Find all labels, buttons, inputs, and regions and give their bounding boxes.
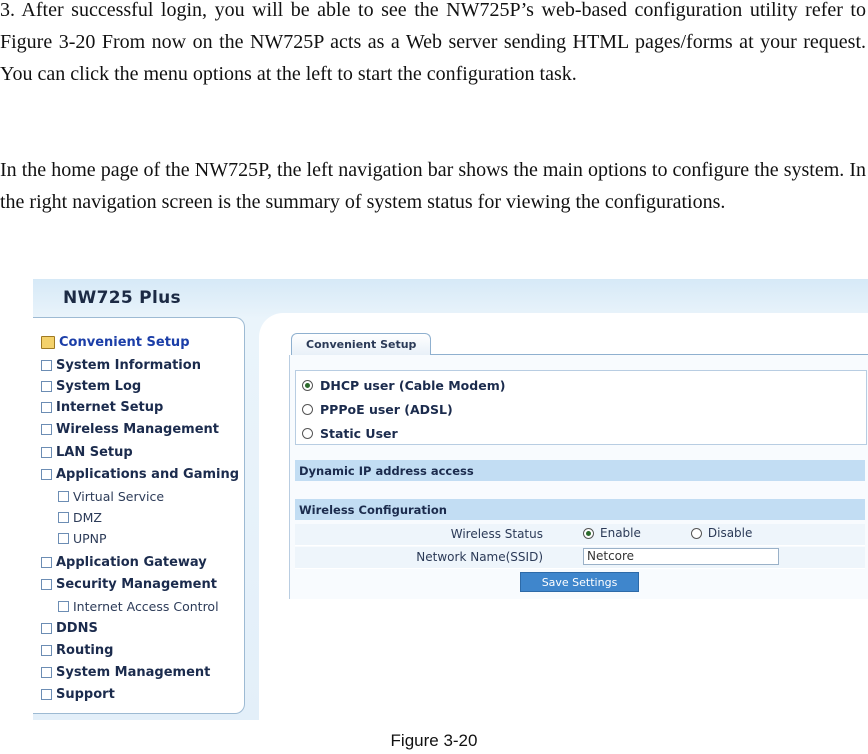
ssid-label: Network Name(SSID) xyxy=(416,550,543,564)
option-static-label: Static User xyxy=(320,426,398,441)
radio-static[interactable] xyxy=(302,428,313,439)
sidebar-item-system-management[interactable] xyxy=(41,665,210,680)
dynamic-ip-heading: Dynamic IP address access xyxy=(295,460,865,481)
sidebar-item-label: Applications and Gaming xyxy=(56,467,240,482)
folder-icon xyxy=(41,336,55,349)
wireless-status-options xyxy=(583,526,752,540)
wireless-status-label: Wireless Status xyxy=(450,527,543,541)
option-pppoe[interactable] xyxy=(302,402,453,417)
sidebar-item-applications-and-gaming[interactable] xyxy=(41,467,239,482)
wireless-config-heading: Wireless Configuration xyxy=(295,499,865,520)
paragraph-home-page: In the home page of the NW725P, the left navigation bar shows the main options to configure the system. In the right navigation screen is the summary of system status for viewing the configurations. xyxy=(0,159,866,213)
sidebar-item-virtual-service[interactable] xyxy=(58,489,164,504)
option-pppoe-label: PPPoE user (ADSL) xyxy=(320,402,453,417)
sidebar-item-security-management[interactable] xyxy=(41,577,217,592)
square-bullet-icon xyxy=(41,469,52,480)
radio-enable[interactable] xyxy=(583,528,594,539)
sidebar-item-label: System Information xyxy=(56,358,201,373)
sidebar-item-wireless-management[interactable] xyxy=(41,422,219,437)
square-bullet-icon xyxy=(41,579,52,590)
option-dhcp[interactable] xyxy=(302,378,505,393)
square-bullet-icon xyxy=(41,447,52,458)
figure-caption: Figure 3-20 xyxy=(390,731,478,750)
square-bullet-icon xyxy=(41,623,52,634)
tab-convenient-setup[interactable]: Convenient Setup xyxy=(291,333,431,355)
square-bullet-icon xyxy=(58,533,69,544)
sidebar-item-convenient-setup[interactable] xyxy=(41,335,190,350)
square-bullet-icon xyxy=(58,601,69,612)
square-bullet-icon xyxy=(41,424,52,435)
wireless-status-row xyxy=(295,524,865,546)
square-bullet-icon xyxy=(41,667,52,678)
brand-title: NW725 Plus xyxy=(63,288,181,308)
ssid-row xyxy=(295,547,865,569)
sidebar-item-label: Virtual Service xyxy=(73,489,165,504)
figure-screenshot xyxy=(33,279,868,720)
sidebar-item-lan-setup[interactable] xyxy=(41,445,133,460)
enable-label: Enable xyxy=(600,526,641,540)
sidebar-item-label: Routing xyxy=(56,643,114,658)
sidebar-item-label: DDNS xyxy=(56,621,98,636)
ssid-input[interactable]: Netcore xyxy=(583,548,779,565)
sidebar-item-label: Wireless Management xyxy=(56,422,219,437)
sidebar-item-routing[interactable] xyxy=(41,643,113,658)
connection-type-group xyxy=(295,370,867,445)
sidebar-item-label: DMZ xyxy=(73,510,102,525)
square-bullet-icon xyxy=(41,645,52,656)
sidebar-item-label: Convenient Setup xyxy=(59,335,190,350)
sidebar-item-system-log[interactable] xyxy=(41,379,141,394)
sidebar-item-label: Internet Access Control xyxy=(73,599,219,614)
sidebar-item-internet-access-control[interactable] xyxy=(58,599,219,614)
sidebar-item-ddns[interactable] xyxy=(41,621,98,636)
sidebar-item-label: System Management xyxy=(56,665,211,680)
sidebar-item-upnp[interactable] xyxy=(58,531,107,546)
square-bullet-icon xyxy=(41,689,52,700)
option-dhcp-label: DHCP user (Cable Modem) xyxy=(320,378,506,393)
save-settings-button[interactable]: Save Settings xyxy=(520,572,639,592)
sidebar-item-system-information[interactable] xyxy=(41,358,201,373)
sidebar-item-support[interactable] xyxy=(41,687,115,702)
sidebar-item-label: Support xyxy=(56,687,115,702)
sidebar-item-label: Security Management xyxy=(56,577,217,592)
square-bullet-icon xyxy=(58,491,69,502)
radio-disable[interactable] xyxy=(691,528,702,539)
radio-dhcp[interactable] xyxy=(302,380,313,391)
sidebar-item-label: LAN Setup xyxy=(56,445,133,460)
disable-label: Disable xyxy=(707,526,753,540)
sidebar-item-dmz[interactable] xyxy=(58,510,102,525)
square-bullet-icon xyxy=(41,381,52,392)
sidebar-item-label: UPNP xyxy=(73,531,107,546)
square-bullet-icon xyxy=(58,512,69,523)
sidebar-item-label: Internet Setup xyxy=(56,400,164,415)
radio-pppoe[interactable] xyxy=(302,404,313,415)
square-bullet-icon xyxy=(41,360,52,371)
sidebar-item-application-gateway[interactable] xyxy=(41,555,207,570)
square-bullet-icon xyxy=(41,557,52,568)
sidebar-item-internet-setup[interactable] xyxy=(41,400,163,415)
square-bullet-icon xyxy=(41,402,52,413)
tab-divider xyxy=(431,354,868,355)
sidebar-item-label: Application Gateway xyxy=(56,555,207,570)
sidebar-item-label: System Log xyxy=(56,379,142,394)
paragraph-login: 3. After successful login, you will be able to see the NW725P’s web-based configuration utility refer to Figure 3-20 From now on the NW725P acts as a Web server sending HTML pages/forms at your request. You can click the menu options at the left to start the configuration task. xyxy=(0,0,866,85)
option-static[interactable] xyxy=(302,426,398,441)
